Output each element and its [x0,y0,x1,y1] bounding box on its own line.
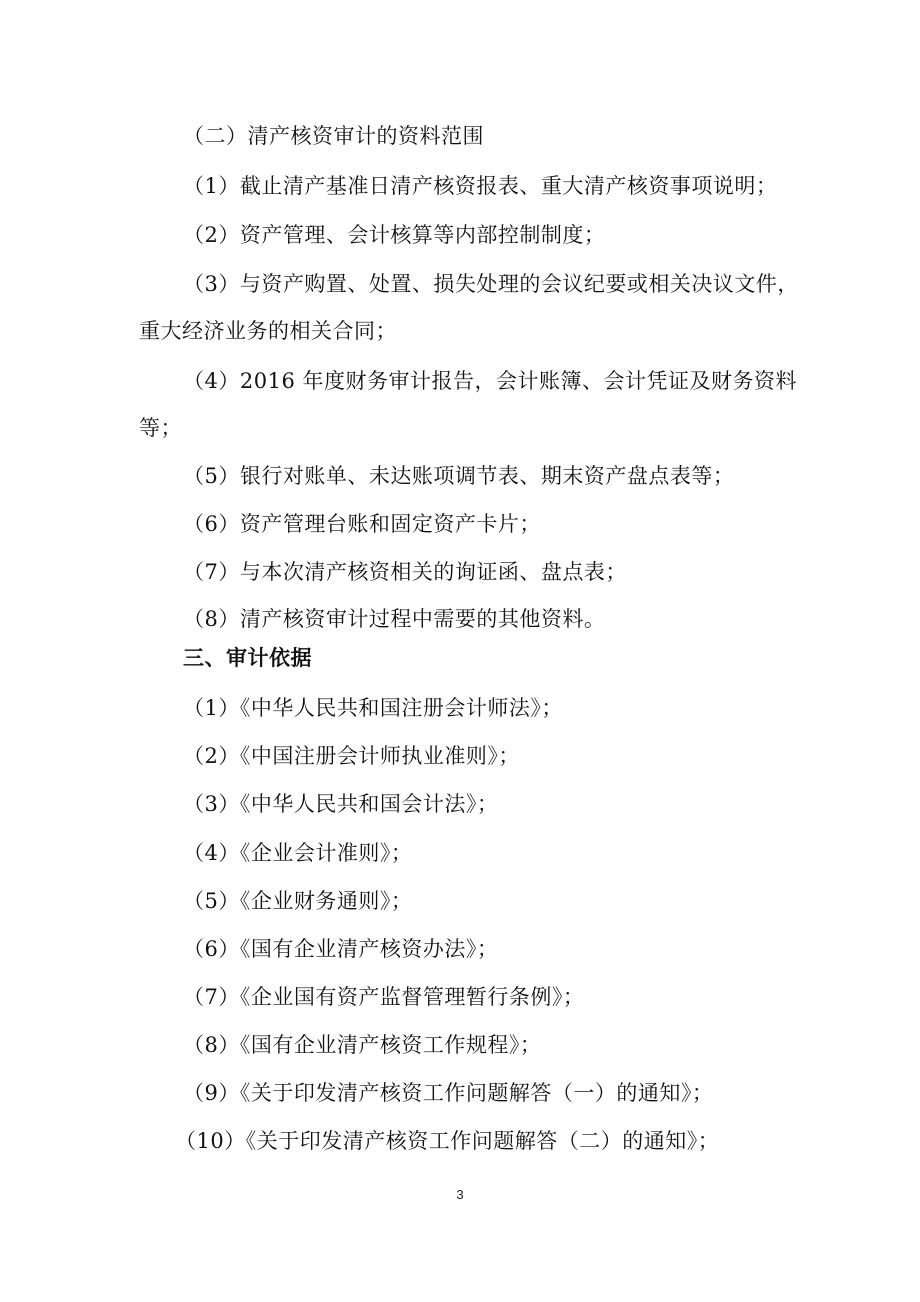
material-item-1: （1）截止清产基准日清产核资报表、重大清产核资事项说明； [183,174,778,198]
basis-item-1: （1）《中华人民共和国注册会计师法》； [183,696,563,720]
section-subheading: （二）清产核资审计的资料范围 [183,124,484,148]
material-item-4: （4）2016 年度财务审计报告，会计账簿、会计凭证及财务资料 [183,369,797,393]
material-item-8: （8）清产核资审计过程中需要的其他资料。 [183,607,606,631]
basis-item-7: （7）《企业国有资产监督管理暂行条例》； [183,985,585,1009]
basis-item-9: （9）《关于印发清产核资工作问题解答（一）的通知》； [183,1081,714,1105]
basis-item-4: （4）《企业会计准则》； [183,841,413,865]
basis-item-6: （6）《国有企业清产核资办法》； [183,937,499,961]
basis-item-3: （3）《中华人民共和国会计法》； [183,792,499,816]
page-number: 3 [456,1187,464,1202]
material-item-7: （7）与本次清产核资相关的询证函、盘点表； [183,560,627,584]
basis-item-5: （5）《企业财务通则》； [183,889,413,913]
material-item-2: （2）资产管理、会计核算等内部控制制度； [183,223,606,247]
basis-item-10: （10）《关于印发清产核资工作问题解答（二）的通知》； [175,1129,720,1153]
material-item-4-continued: 等； [139,416,182,440]
basis-heading: 三、审计依据 [183,646,312,670]
material-item-3-continued: 重大经济业务的相关合同； [139,319,397,343]
basis-item-2: （2）《中国注册会计师执业准则》； [183,744,520,768]
basis-item-8: （8）《国有企业清产核资工作规程》； [183,1033,542,1057]
material-item-3: （3）与资产购置、处置、损失处理的会议纪要或相关决议文件， [183,272,799,296]
material-item-5: （5）银行对账单、未达账项调节表、期末资产盘点表等； [183,464,735,488]
material-item-6: （6）资产管理台账和固定资产卡片； [183,512,541,536]
